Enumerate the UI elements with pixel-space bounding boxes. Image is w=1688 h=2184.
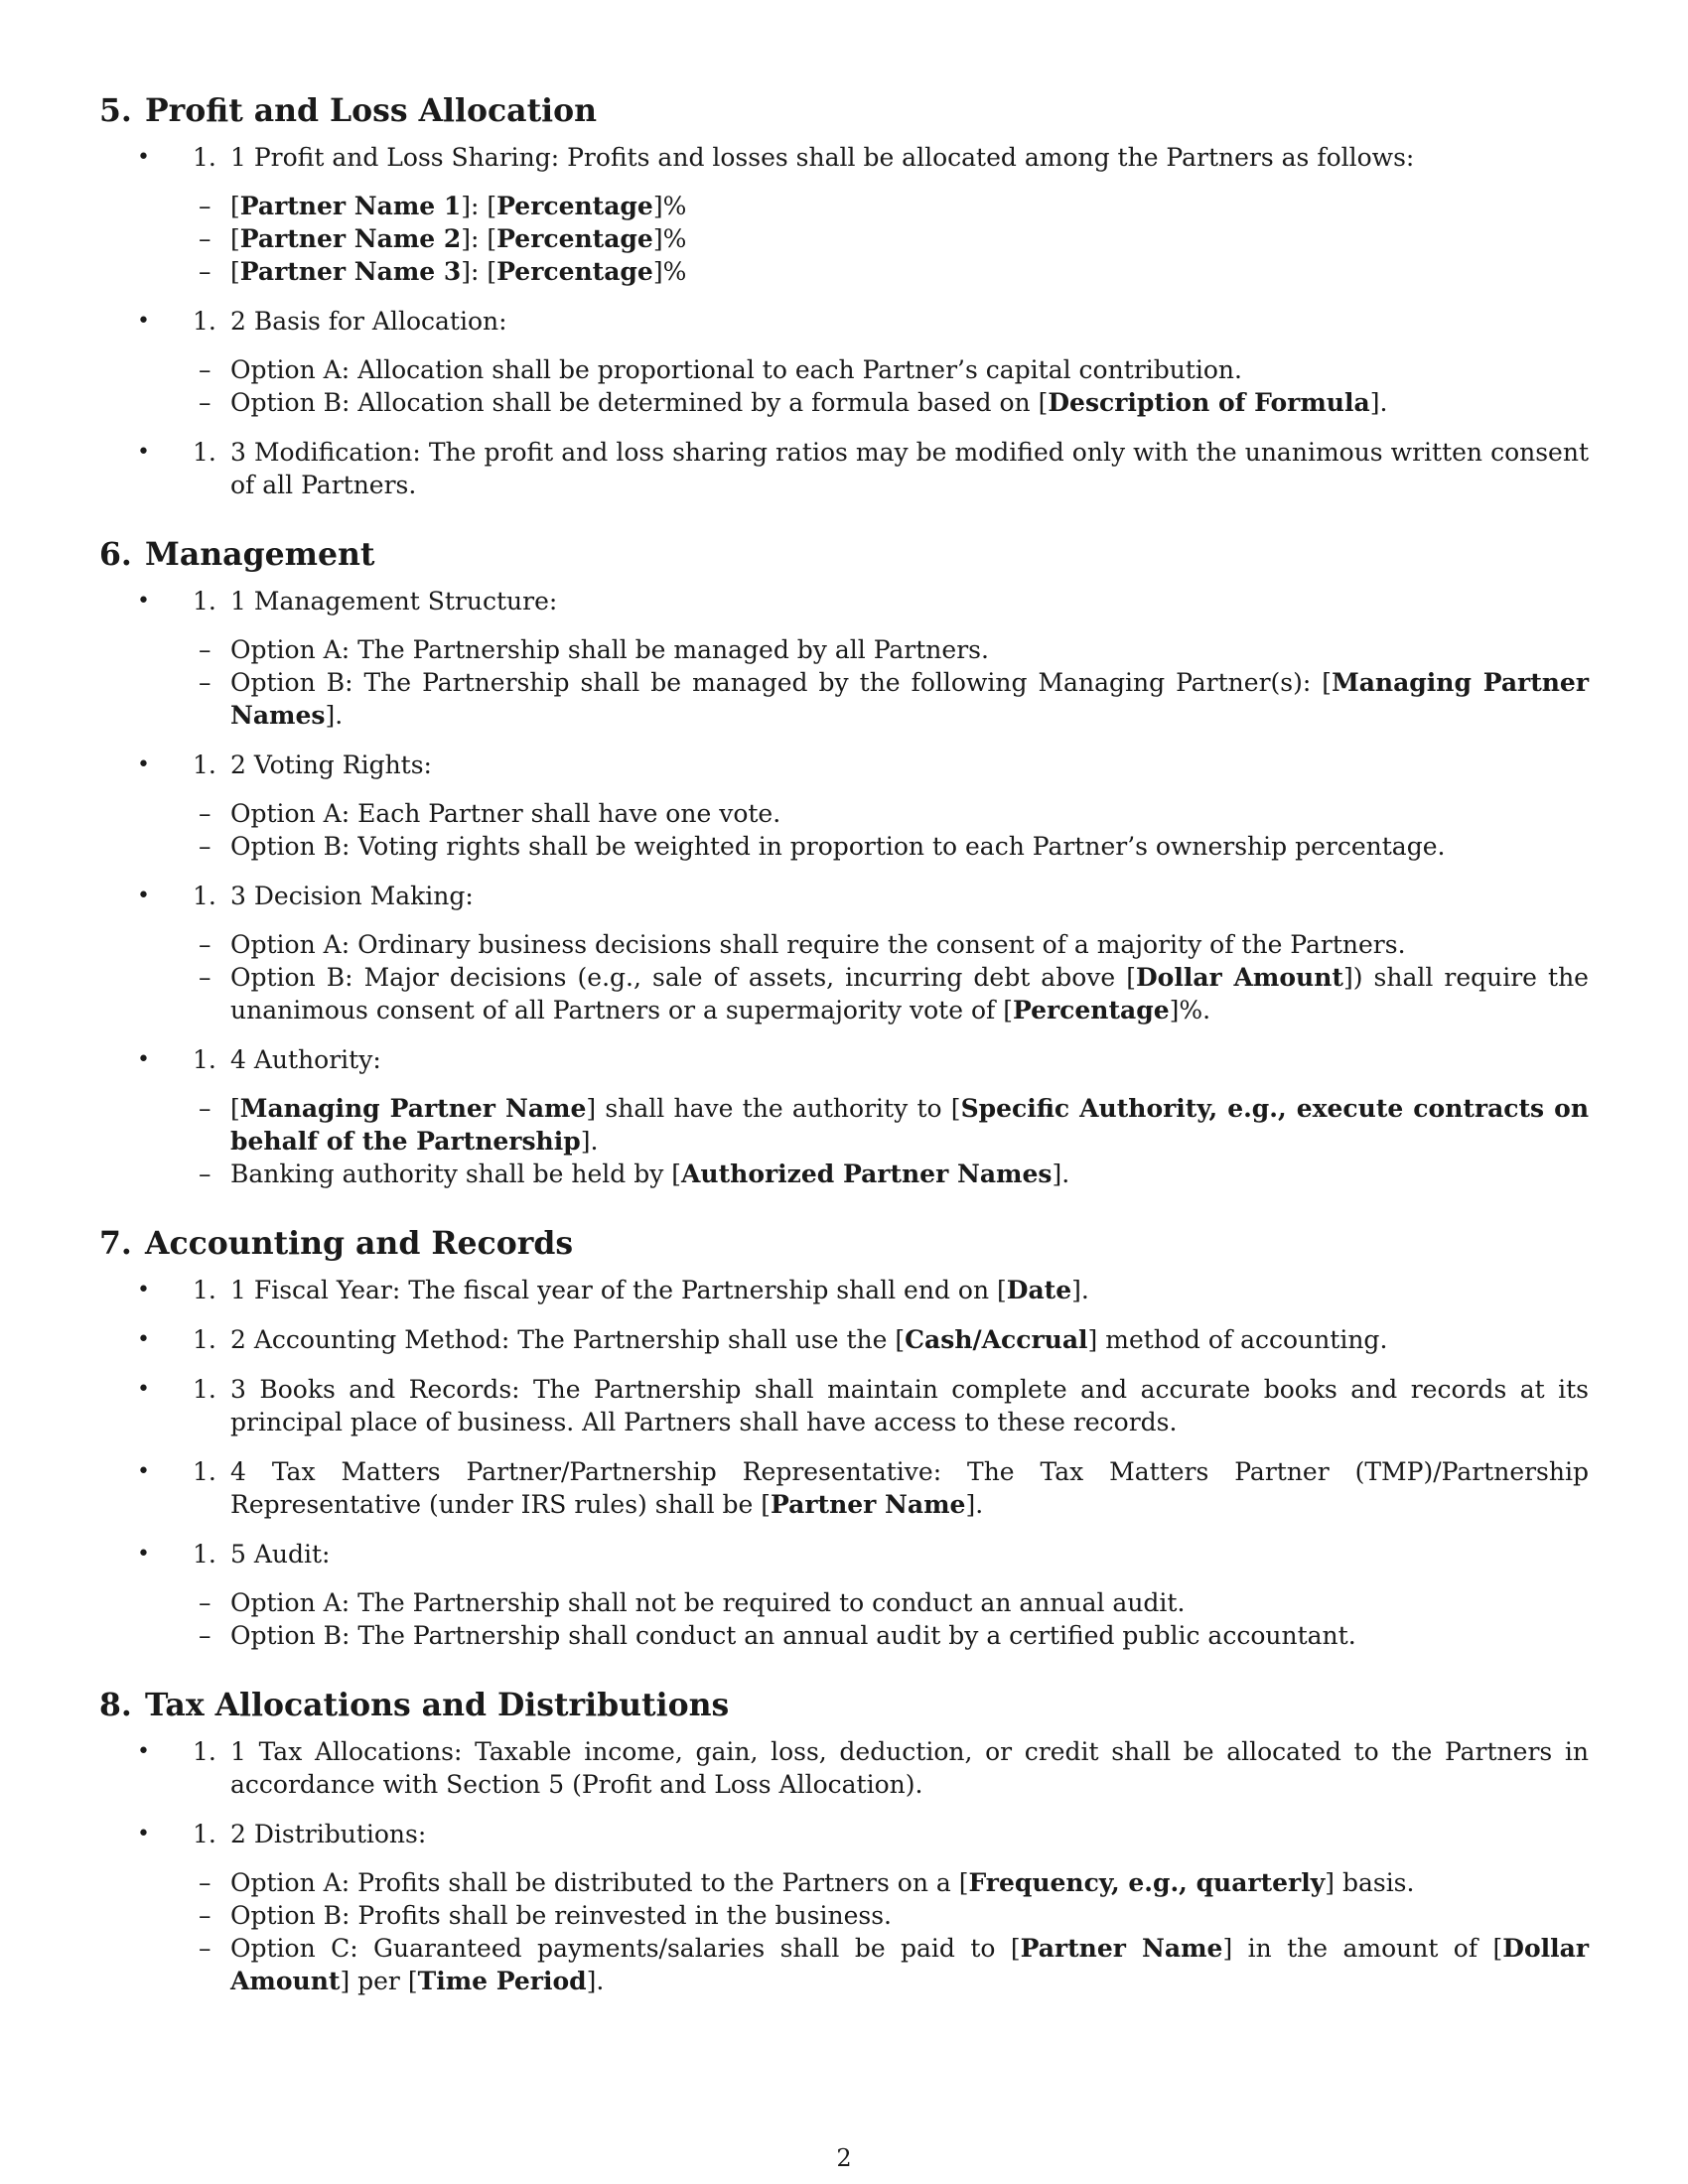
text-run: Option A: Allocation shall be proportional to each Partner’s capital contribution. [230, 355, 1242, 384]
list-item [99, 305, 1589, 419]
dash-icon: – [199, 930, 211, 959]
item-number: 1. [193, 1375, 216, 1404]
bullet-icon: • [137, 309, 150, 334]
text-run: 3 Modification: The profit and loss sharing ratios may be modified only with the unanimous written consent of all Partners. [230, 438, 1589, 499]
sub-item-text [230, 255, 1589, 288]
placeholder-text: Partner Name [771, 1490, 966, 1519]
item-text [230, 1043, 1589, 1076]
section-title: Accounting and Records [145, 1225, 574, 1262]
sub-item-text [230, 1586, 1589, 1619]
item-text [230, 1455, 1589, 1521]
text-run: Option B: The Partnership shall be managed by the following Managing Partner(s): [ [230, 668, 1333, 697]
item-text [230, 305, 1589, 338]
text-run: 4 Tax Matters Partner/Partnership Representative: The Tax Matters Partner (TMP)/Partnership Representative (under IRS rules) shall be [ [230, 1457, 1589, 1519]
item-text [230, 1373, 1589, 1438]
text-run: ]: [ [461, 192, 497, 220]
text-run: Option A: Ordinary business decisions shall require the consent of a majority of the Partners. [230, 930, 1406, 959]
dash-icon: – [199, 1621, 211, 1650]
item-number: 1. [193, 1540, 216, 1569]
section-number: 7. [99, 1225, 132, 1262]
sub-item [99, 222, 1589, 255]
dash-icon: – [199, 668, 211, 697]
sub-item-text [230, 1932, 1589, 1997]
placeholder-text: Partner Name 2 [239, 224, 462, 253]
placeholder-text: Description of Formula [1048, 388, 1370, 417]
dash-icon: – [199, 799, 211, 828]
sub-item [99, 1092, 1589, 1158]
bullet-icon: • [137, 1377, 150, 1402]
sub-item-text [230, 190, 1589, 222]
placeholder-text: Partner Name 1 [239, 192, 462, 220]
text-run: [ [230, 224, 240, 253]
text-run: 5 Audit: [230, 1540, 331, 1569]
dash-icon: – [199, 963, 211, 992]
text-run: 2 Voting Rights: [230, 751, 432, 779]
sub-list [99, 1092, 1589, 1190]
dash-icon: – [199, 1901, 211, 1930]
placeholder-text: Cash/Accrual [905, 1325, 1088, 1354]
text-run: ]. [586, 1967, 605, 1995]
text-run: Option A: The Partnership shall not be required to conduct an annual audit. [230, 1588, 1186, 1617]
sub-item-text [230, 666, 1589, 732]
item-text [230, 585, 1589, 617]
section-heading [99, 535, 1589, 575]
text-run: Option B: Major decisions (e.g., sale of assets, incurring debt above [ [230, 963, 1136, 992]
text-run: Banking authority shall be held by [ [230, 1160, 682, 1188]
text-run: ]% [652, 224, 687, 253]
item-number: 1. [193, 1045, 216, 1074]
text-run: Option B: Voting rights shall be weighted in proportion to each Partner’s ownership percentage. [230, 832, 1446, 861]
sub-list [99, 928, 1589, 1026]
dash-icon: – [199, 1588, 211, 1617]
bullet-icon: • [137, 1047, 150, 1072]
sub-item [99, 1619, 1589, 1652]
sub-list [99, 1866, 1589, 1997]
text-run: Option A: The Partnership shall be managed by all Partners. [230, 635, 989, 664]
text-run: ] basis. [1325, 1868, 1415, 1897]
sub-item [99, 353, 1589, 386]
item-number: 1. [193, 1325, 216, 1354]
text-run: [ [230, 192, 240, 220]
placeholder-text: Time Period [417, 1967, 587, 1995]
dash-icon: – [199, 388, 211, 417]
dash-icon: – [199, 1934, 211, 1963]
placeholder-text: Partner Name [1020, 1934, 1223, 1963]
item-number: 1. [193, 1820, 216, 1848]
sub-item-text [230, 1899, 1589, 1932]
text-run: ]. [325, 701, 344, 730]
sub-item-text [230, 1619, 1589, 1652]
sub-item-text [230, 1092, 1589, 1158]
placeholder-text: Percentage [496, 257, 653, 286]
dash-icon: – [199, 635, 211, 664]
list-item [99, 436, 1589, 501]
dash-icon: – [199, 1868, 211, 1897]
bullet-icon: • [137, 752, 150, 777]
section [99, 1686, 1589, 1997]
placeholder-text: Partner Name 3 [239, 257, 462, 286]
text-run: 4 Authority: [230, 1045, 381, 1074]
sub-item-text [230, 386, 1589, 419]
sub-item [99, 255, 1589, 288]
item-text [230, 1538, 1589, 1570]
sub-item-text [230, 353, 1589, 386]
list-item [99, 1455, 1589, 1521]
sub-list [99, 633, 1589, 732]
text-run: 2 Distributions: [230, 1820, 427, 1848]
item-text [230, 436, 1589, 501]
sub-item [99, 1866, 1589, 1899]
bullet-icon: • [137, 589, 150, 614]
text-run: [ [230, 1094, 240, 1123]
item-text [230, 1818, 1589, 1850]
dash-icon: – [199, 257, 211, 286]
section-title: Profit and Loss Allocation [145, 92, 598, 129]
sub-item [99, 928, 1589, 961]
text-run: 1 Tax Allocations: Taxable income, gain, loss, deduction, or credit shall be allocated to the Partners in accordance with Section 5 (Profit and Loss Allocation). [230, 1737, 1589, 1799]
item-number: 1. [193, 143, 216, 172]
sub-item [99, 190, 1589, 222]
bullet-icon: • [137, 1542, 150, 1567]
item-text [230, 141, 1589, 174]
section-number: 6. [99, 536, 132, 573]
placeholder-text: Dollar Amount [230, 1934, 1589, 1995]
item-number: 1. [193, 751, 216, 779]
item-number: 1. [193, 1737, 216, 1766]
placeholder-text: Percentage [496, 224, 653, 253]
sub-item-text [230, 961, 1589, 1026]
bullet-icon: • [137, 884, 150, 908]
text-run: Option B: Profits shall be reinvested in the business. [230, 1901, 892, 1930]
sub-list [99, 353, 1589, 419]
sub-item-text [230, 222, 1589, 255]
text-run: ]. [965, 1490, 984, 1519]
sub-list [99, 797, 1589, 863]
section-heading [99, 1224, 1589, 1264]
text-run: 2 Accounting Method: The Partnership shall use the [ [230, 1325, 906, 1354]
sub-item [99, 830, 1589, 863]
sub-item [99, 1932, 1589, 1997]
list-item [99, 749, 1589, 863]
section-heading [99, 1686, 1589, 1725]
text-run: ]: [ [461, 224, 497, 253]
sub-item-text [230, 633, 1589, 666]
text-run: 1 Management Structure: [230, 587, 558, 615]
section [99, 535, 1589, 1190]
item-number: 1. [193, 587, 216, 615]
dash-icon: – [199, 224, 211, 253]
placeholder-text: Percentage [496, 192, 653, 220]
sub-item [99, 797, 1589, 830]
text-run: ]% [652, 257, 687, 286]
text-run: ] method of accounting. [1087, 1325, 1388, 1354]
text-run: ]. [1071, 1276, 1089, 1304]
bullet-icon: • [137, 1278, 150, 1302]
text-run: Option B: Allocation shall be determined by a formula based on [ [230, 388, 1049, 417]
placeholder-text: Specific Authority, e.g., execute contracts on behalf of the Partnership [230, 1094, 1589, 1156]
text-run: ]%. [1169, 996, 1211, 1024]
text-run: ]. [1369, 388, 1388, 417]
list-item [99, 1538, 1589, 1652]
section-title: Tax Allocations and Distributions [145, 1687, 730, 1723]
bullet-icon: • [137, 145, 150, 170]
list-item [99, 1735, 1589, 1801]
sub-item [99, 633, 1589, 666]
list-item [99, 141, 1589, 288]
bullet-icon: • [137, 1459, 150, 1484]
text-run: ]: [ [461, 257, 497, 286]
sub-list [99, 190, 1589, 288]
dash-icon: – [199, 1160, 211, 1188]
item-text [230, 1274, 1589, 1306]
section-title: Management [145, 536, 375, 573]
sub-item [99, 386, 1589, 419]
placeholder-text: Managing Partner Names [230, 668, 1590, 730]
item-number: 1. [193, 882, 216, 910]
item-text [230, 1323, 1589, 1356]
text-run: 1 Profit and Loss Sharing: Profits and losses shall be allocated among the Partners as follows: [230, 143, 1415, 172]
text-run: Option A: Each Partner shall have one vote. [230, 799, 781, 828]
text-run: 3 Decision Making: [230, 882, 474, 910]
sub-item [99, 1586, 1589, 1619]
dash-icon: – [199, 192, 211, 220]
item-number: 1. [193, 1457, 216, 1486]
item-text [230, 880, 1589, 912]
item-number: 1. [193, 1276, 216, 1304]
list-item [99, 1274, 1589, 1306]
text-run: 3 Books and Records: The Partnership shall maintain complete and accurate books and records at its principal place of business. All Partners shall have access to these records. [230, 1375, 1589, 1436]
text-run: 1 Fiscal Year: The fiscal year of the Partnership shall end on [ [230, 1276, 1007, 1304]
text-run: ]) shall require the unanimous consent of all Partners or a supermajority vote of [ [230, 963, 1589, 1024]
text-run: ] in the amount of [ [1222, 1934, 1503, 1963]
item-text [230, 749, 1589, 781]
list-item [99, 1373, 1589, 1438]
page-number: 2 [836, 2144, 852, 2172]
bullet-icon: • [137, 1327, 150, 1352]
text-run: Option B: The Partnership shall conduct an annual audit by a certified public accountant. [230, 1621, 1356, 1650]
text-run: 2 Basis for Allocation: [230, 307, 507, 336]
text-run: Option C: Guaranteed payments/salaries shall be paid to [ [230, 1934, 1021, 1963]
text-run: ]. [1052, 1160, 1070, 1188]
bullet-icon: • [137, 440, 150, 465]
sub-item-text [230, 1158, 1589, 1190]
placeholder-text: Dollar Amount [1136, 963, 1343, 992]
sub-list [99, 1586, 1589, 1652]
document-body [99, 91, 1589, 2031]
bullet-icon: • [137, 1822, 150, 1846]
bullet-icon: • [137, 1739, 150, 1764]
section [99, 91, 1589, 501]
text-run: ]. [580, 1127, 599, 1156]
sub-item [99, 961, 1589, 1026]
sub-item-text [230, 797, 1589, 830]
list-item [99, 1818, 1589, 1997]
text-run: [ [230, 257, 240, 286]
section-number: 5. [99, 92, 132, 129]
item-text [230, 1735, 1589, 1801]
sub-item [99, 666, 1589, 732]
sub-item [99, 1899, 1589, 1932]
sub-item-text [230, 928, 1589, 961]
item-number: 1. [193, 438, 216, 467]
text-run: ] shall have the authority to [ [586, 1094, 961, 1123]
placeholder-text: Date [1006, 1276, 1072, 1304]
placeholder-text: Authorized Partner Names [681, 1160, 1053, 1188]
list-item [99, 1043, 1589, 1190]
sub-item-text [230, 1866, 1589, 1899]
text-run: Option A: Profits shall be distributed to the Partners on a [ [230, 1868, 969, 1897]
list-item [99, 880, 1589, 1026]
list-item [99, 585, 1589, 732]
dash-icon: – [199, 1094, 211, 1123]
section-heading [99, 91, 1589, 131]
section-number: 8. [99, 1687, 132, 1723]
sub-item [99, 1158, 1589, 1190]
placeholder-text: Managing Partner Name [239, 1094, 587, 1123]
section [99, 1224, 1589, 1652]
list-item [99, 1323, 1589, 1356]
text-run: ]% [652, 192, 687, 220]
sub-item-text [230, 830, 1589, 863]
dash-icon: – [199, 832, 211, 861]
placeholder-text: Percentage [1012, 996, 1170, 1024]
dash-icon: – [199, 355, 211, 384]
text-run: ] per [ [340, 1967, 418, 1995]
item-number: 1. [193, 307, 216, 336]
placeholder-text: Frequency, e.g., quarterly [968, 1868, 1326, 1897]
